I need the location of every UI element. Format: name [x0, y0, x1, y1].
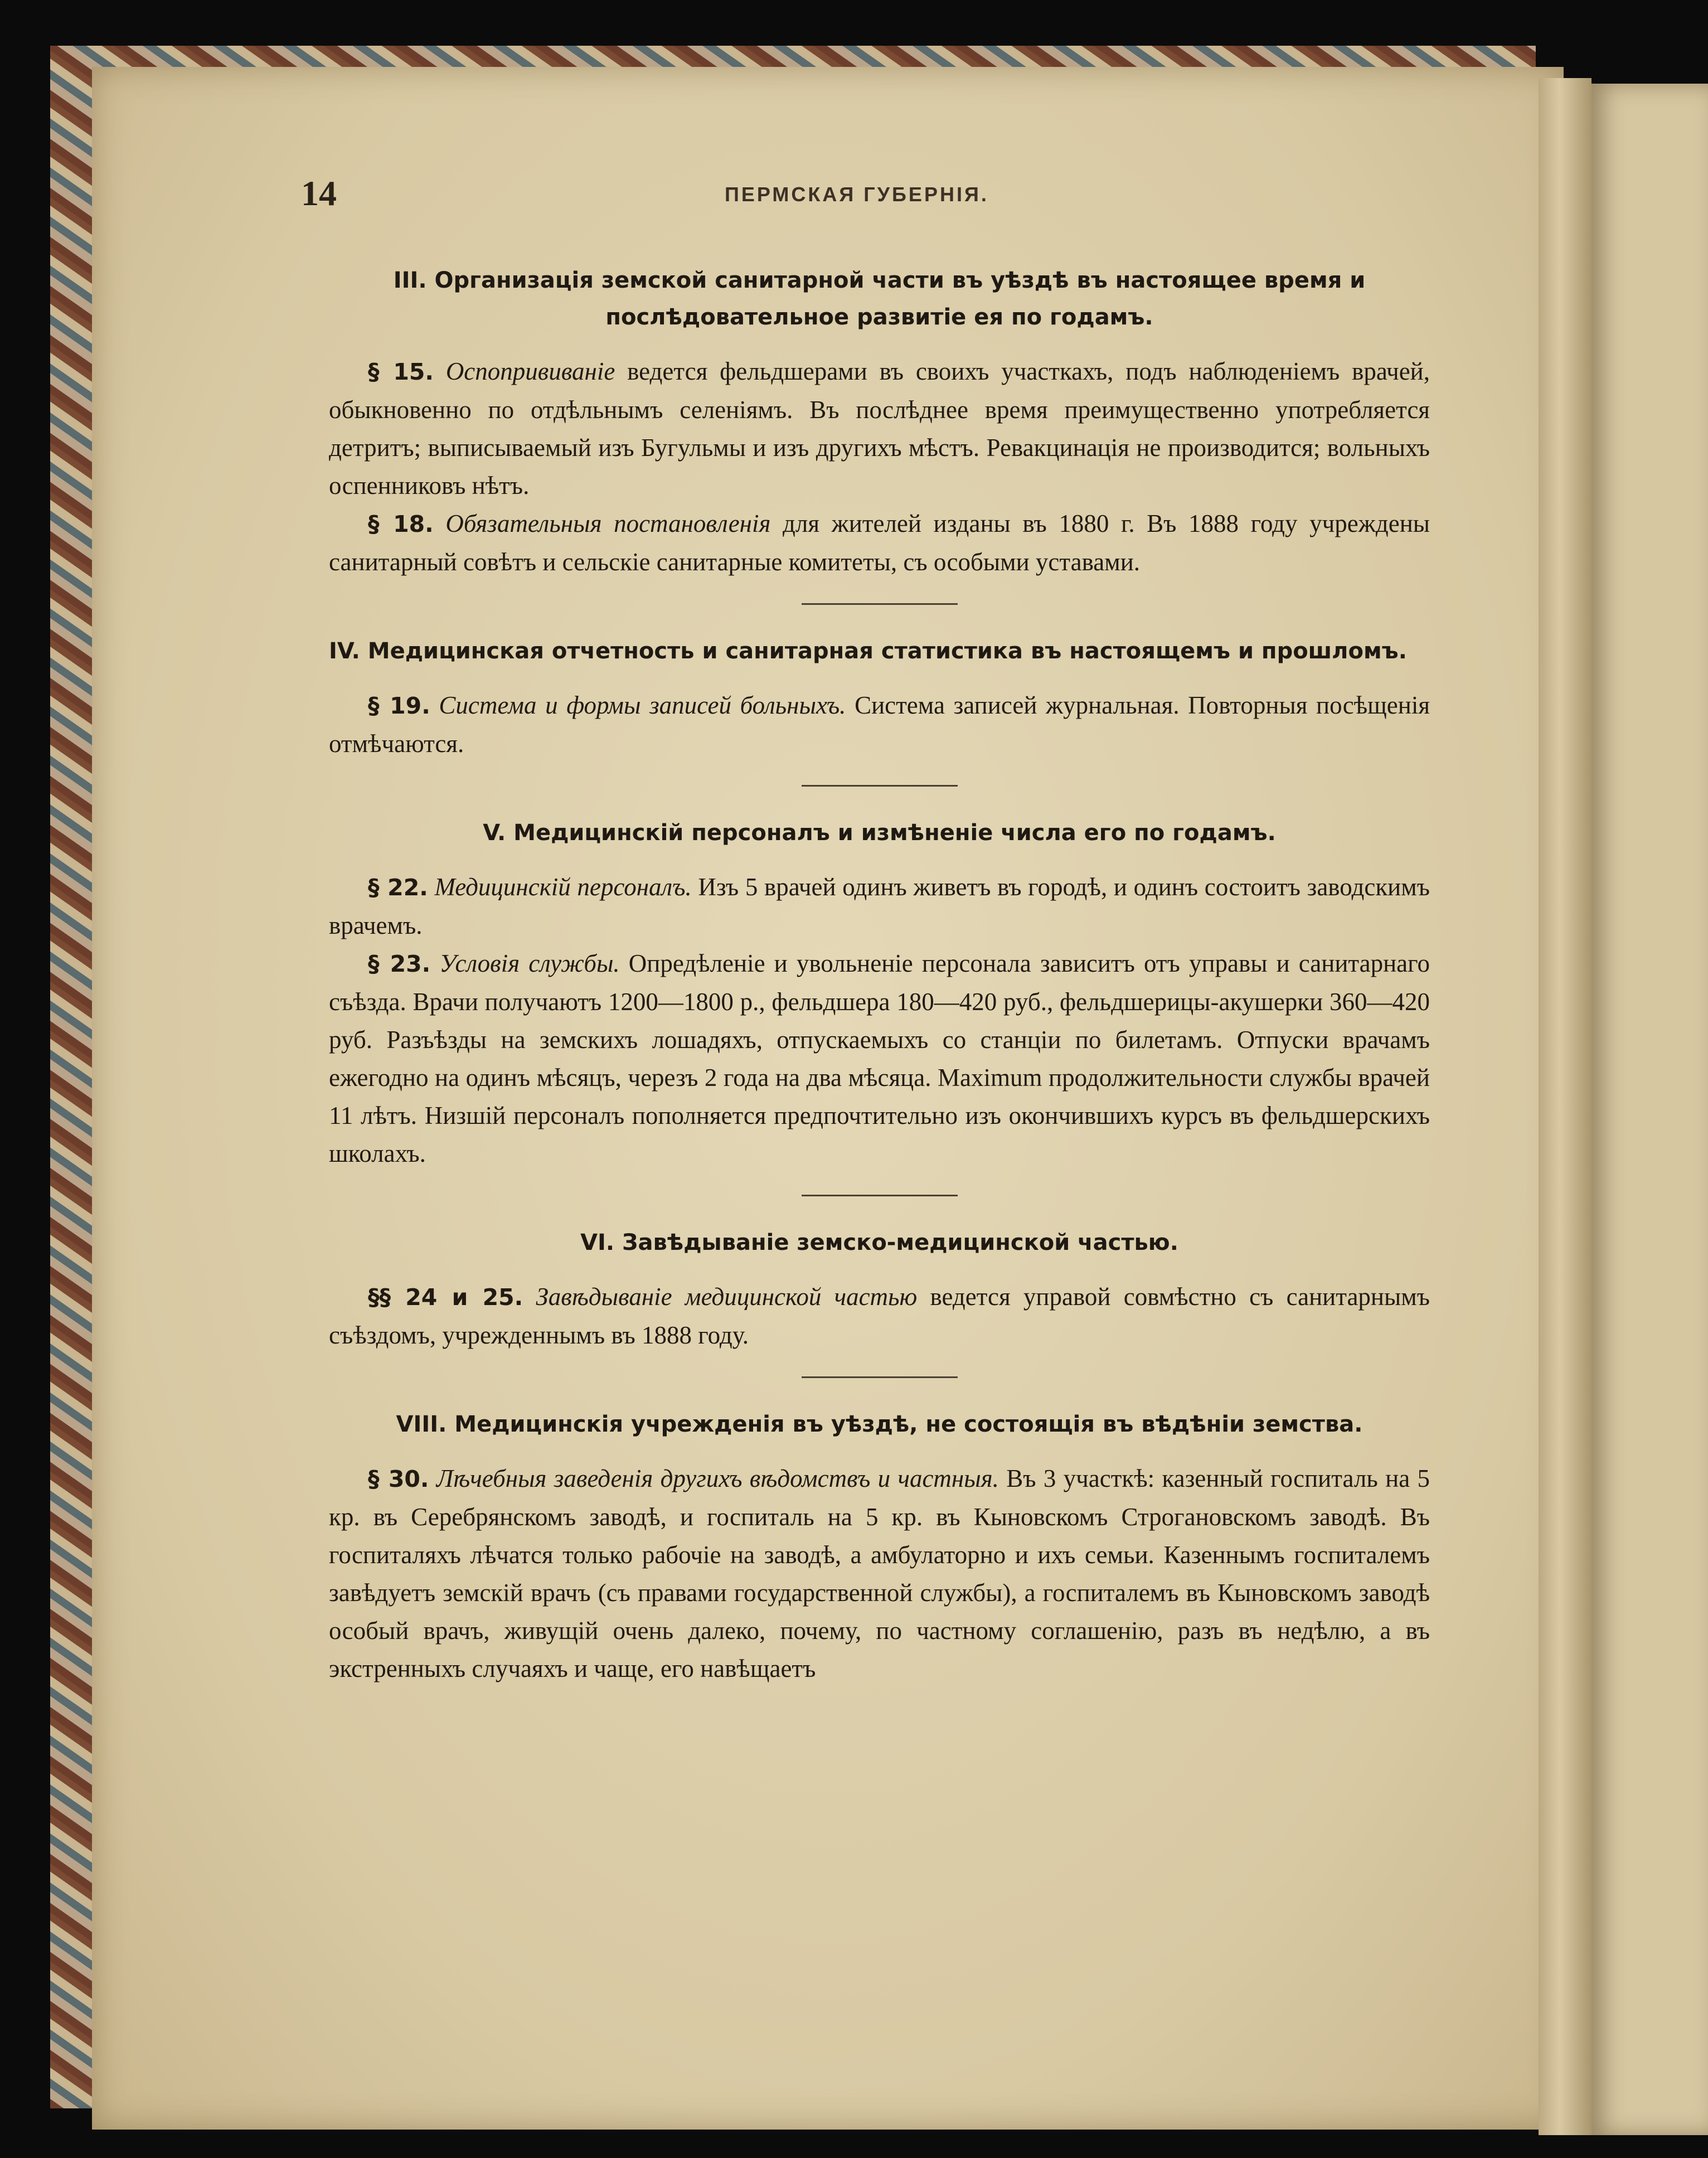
paragraph-number: § 19. — [368, 692, 430, 719]
paragraph-body: Система записей журнальная. Повторныя посѣщенія отмѣчаются. — [329, 691, 1430, 758]
paragraph-title: Медицинскій персоналъ. — [434, 873, 692, 901]
page-number: 14 — [301, 173, 337, 213]
paragraph-title: Завѣдываніе медицинской частью — [536, 1283, 918, 1311]
page-edge — [1539, 78, 1591, 2135]
paragraph — [329, 686, 1430, 763]
section-heading: III. Организація земской санитарной части въ уѣздѣ въ настоящее время и послѣдовательное развитіе ея по годамъ. — [393, 268, 1366, 330]
section-heading: VI. Завѣдываніе земско-медицинской частью. — [580, 1230, 1178, 1255]
paragraph-number: § 30. — [368, 1466, 429, 1492]
adjacent-page — [1591, 84, 1708, 2135]
section-divider — [802, 785, 958, 787]
section-heading: V. Медицинскій персоналъ и измѣненіе числа его по годамъ. — [483, 820, 1276, 846]
paragraph-body: для жителей изданы въ 1880 г. Въ 1888 году учреждены санитарный совѣтъ и сельскіе санитарные комитеты, съ особыми уставами. — [329, 510, 1430, 576]
paragraph-body: ведется управой совмѣстно съ санитарнымъ съѣздомъ, учрежденнымъ въ 1888 году. — [329, 1283, 1430, 1349]
section-divider — [802, 603, 958, 605]
paragraph — [329, 1278, 1430, 1354]
paragraph-number: § 18. — [368, 511, 434, 537]
paragraph — [329, 944, 1430, 1172]
paragraph-title: Лѣчебныя заведенія другихъ вѣдомствъ и частныя. — [436, 1464, 999, 1492]
paragraph — [329, 352, 1430, 505]
section-divider — [802, 1195, 958, 1196]
paragraph-title: Условія службы. — [439, 949, 620, 977]
paragraph — [329, 1459, 1430, 1687]
page-header — [301, 173, 1527, 217]
paragraph-body: Въ 3 участкѣ: казенный госпиталь на 5 кр. въ Серебрянскомъ заводѣ, и госпиталь на 5 кр. въ Кыновскомъ Строгановскомъ заводѣ. Въ госпиталяхъ лѣчатся только рабочіе на заводѣ, а амбулаторно и ихъ семьи. Казеннымъ госпиталемъ завѣдуетъ земскій врачъ (съ правами государственной службы), а госпиталемъ въ Кыновскомъ заводѣ особый врачъ, живущій очень далеко, почему, по частному соглашенію, разъ въ недѣлю, а въ экстренныхъ случаяхъ и чаще, его навѣщаетъ — [329, 1464, 1430, 1682]
paragraph-title: Обязательныя постановленія — [445, 510, 771, 537]
paragraph-number: §§ 24 и 25. — [368, 1284, 523, 1311]
section-heading: VIII. Медицинскія учрежденія въ уѣздѣ, не состоящія въ вѣдѣніи земства. — [396, 1412, 1363, 1437]
paragraph-title: Система и формы записей больныхъ. — [439, 691, 846, 719]
page-text — [329, 262, 1430, 1687]
paragraph-body: Опредѣленіе и увольненіе персонала зависитъ отъ управы и санитарнаго съѣзда. Врачи получаютъ 1200—1800 р., фельдшера 180—420 руб., фельдшерицы-акушерки 360—420 руб. Разъѣзды на земскихъ лошадяхъ, отпускаемыхъ со станціи по билетамъ. Отпуски врачамъ ежегодно на одинъ мѣсяцъ, черезъ 2 года на два мѣсяца. Maximum продолжительности службы врачей 11 лѣтъ. Низшій персоналъ пополняется предпочтительно изъ окончившихъ курсъ въ фельдшерскихъ школахъ. — [329, 949, 1430, 1167]
paragraph-number: § 22. — [368, 874, 428, 901]
paragraph-number: § 23. — [368, 951, 431, 977]
paragraph-number: § 15. — [368, 358, 434, 385]
section-divider — [802, 1376, 958, 1378]
paragraph-body: ведется фельдшерами въ своихъ участкахъ, подъ наблюденіемъ врачей, обыкновенно по отдѣльнымъ селеніямъ. Въ послѣднее время преимущественно употребляется детритъ; выписываемый изъ Бугульмы и изъ другихъ мѣстъ. Ревакцинація не производится; вольныхъ оспенниковъ нѣтъ. — [329, 357, 1430, 500]
paragraph — [329, 505, 1430, 581]
paragraph-body: Изъ 5 врачей одинъ живетъ въ городѣ, и одинъ состоитъ заводскимъ врачемъ. — [329, 873, 1430, 939]
paragraph — [329, 868, 1430, 944]
section-heading: IV. Медицинская отчетность и санитарная статистика въ настоящемъ и прошломъ. — [329, 638, 1407, 664]
paragraph-title: Оспопрививаніе — [445, 357, 615, 385]
running-title: ПЕРМСКАЯ ГУБЕРНІЯ. — [725, 183, 989, 206]
